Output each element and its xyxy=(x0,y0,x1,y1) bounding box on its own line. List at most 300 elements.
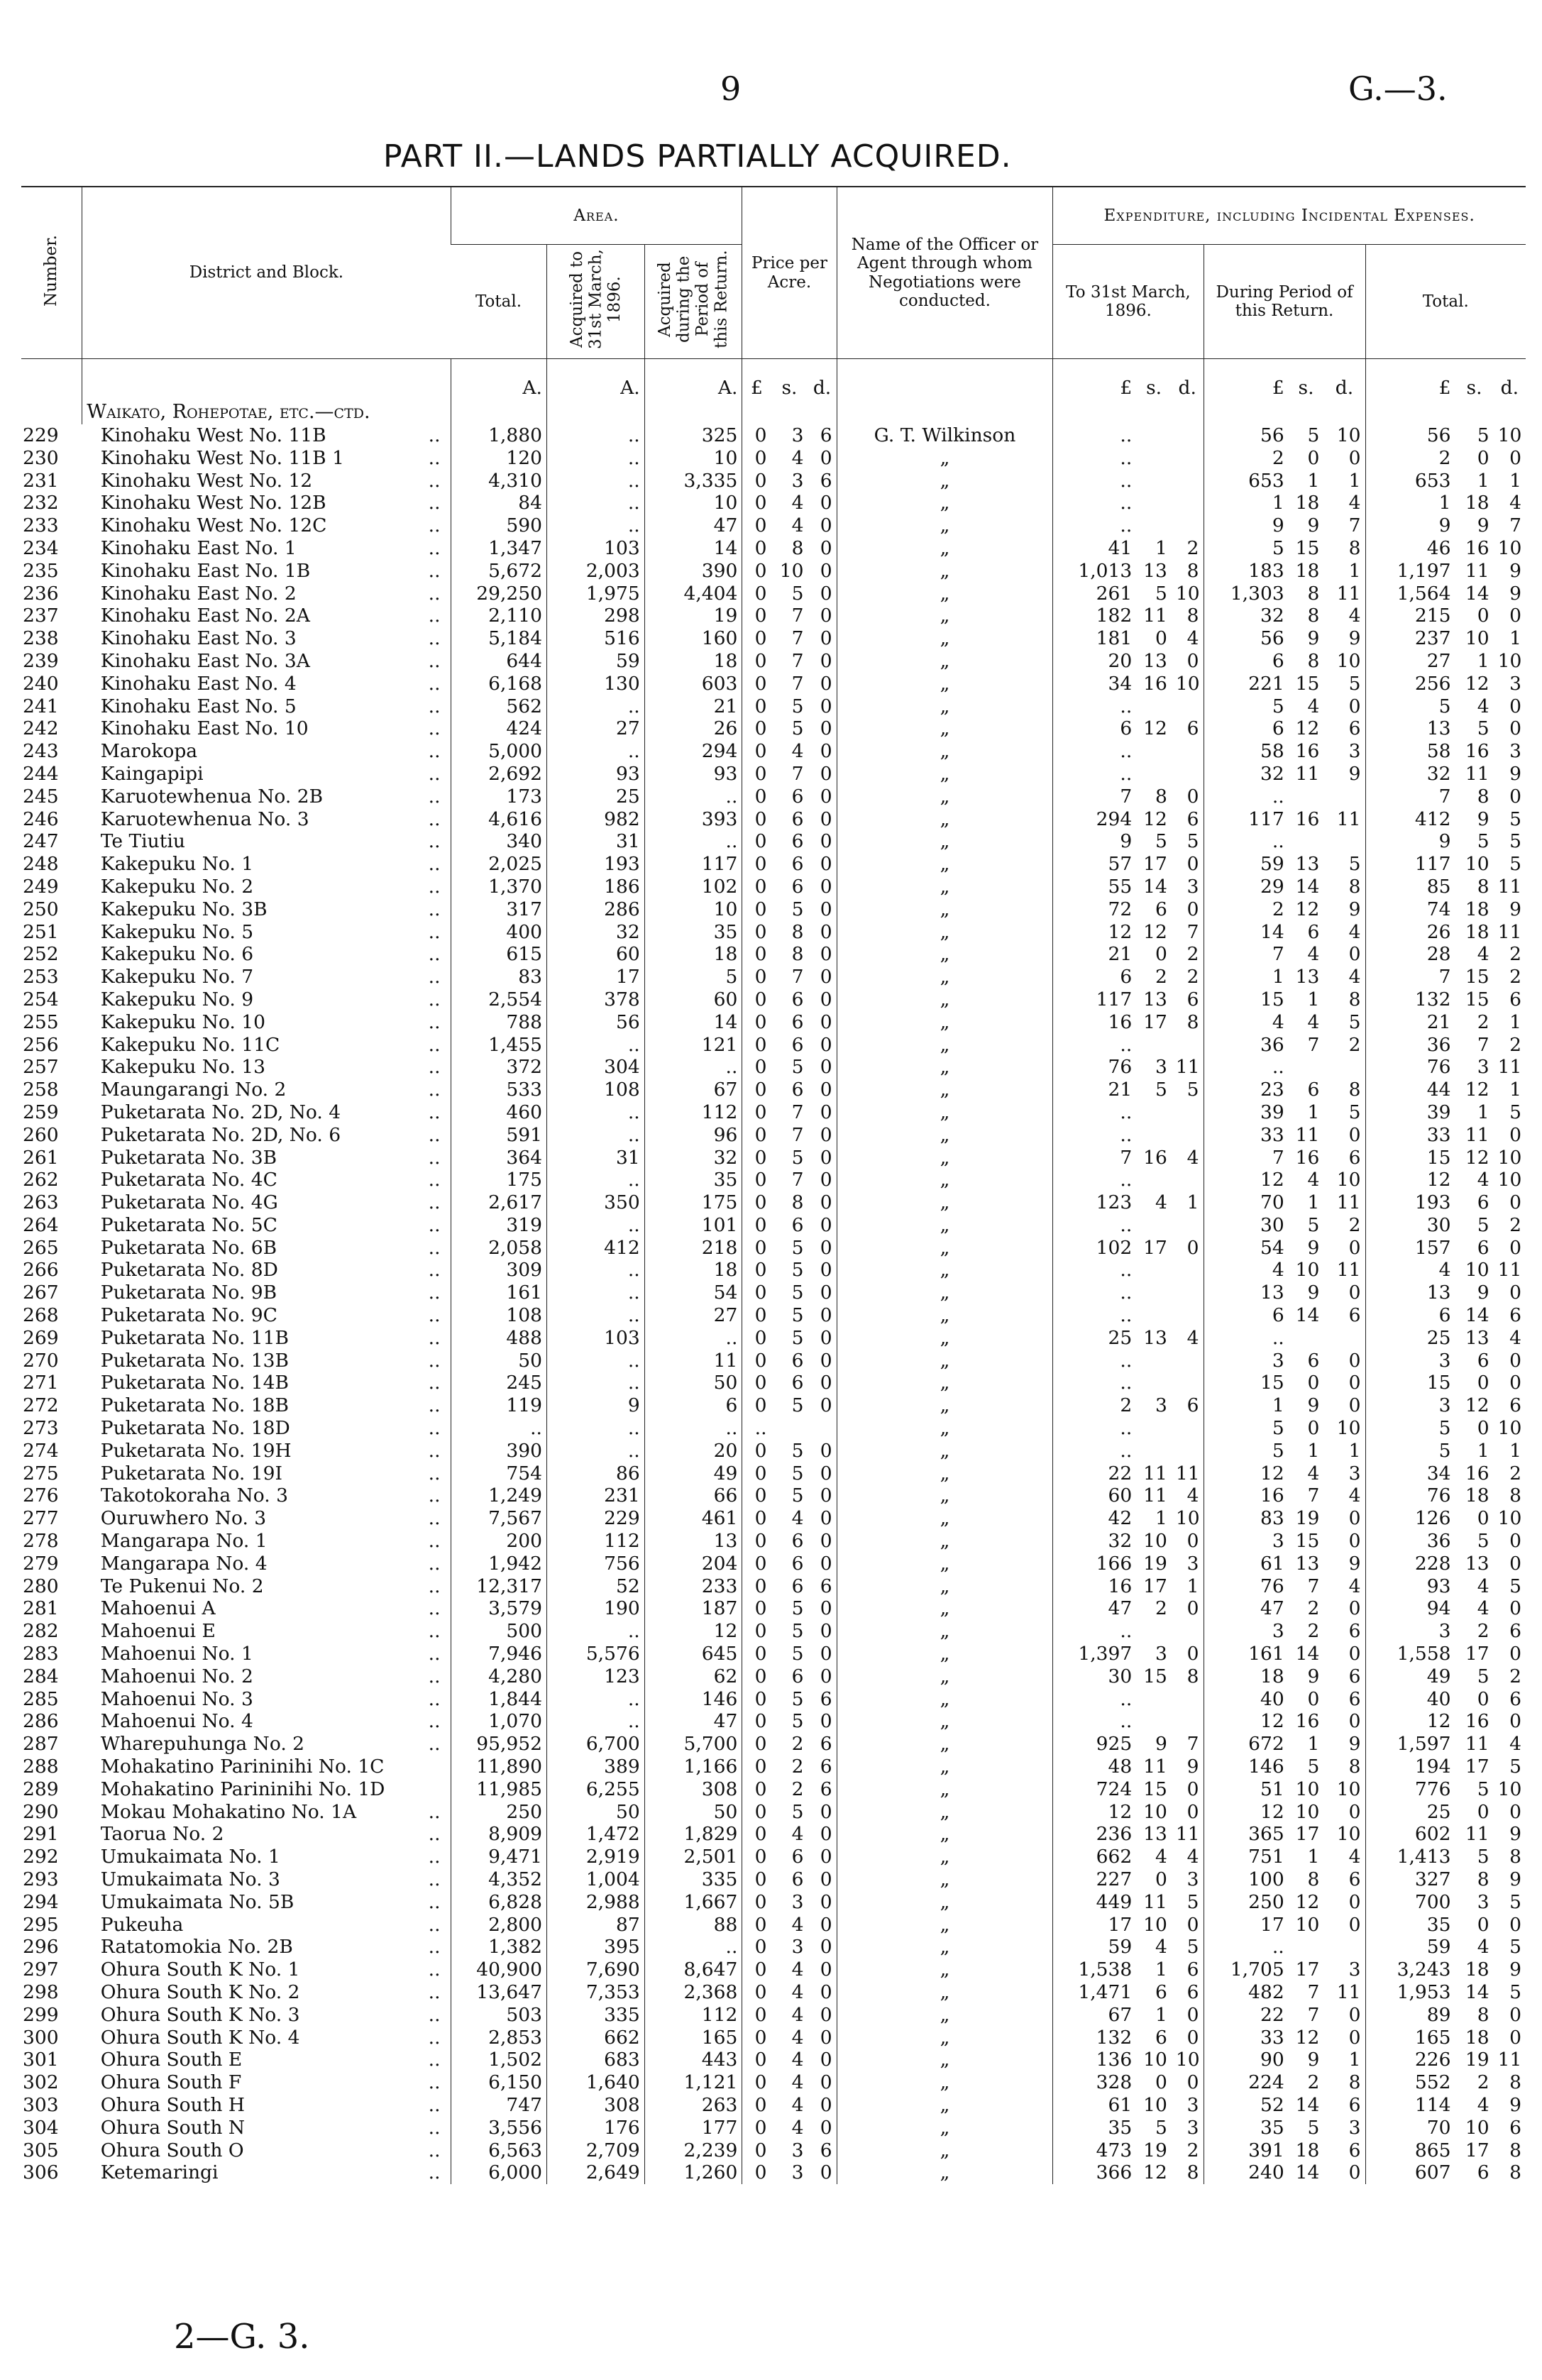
price-shillings: 6 xyxy=(791,1665,804,1687)
area-total: 2,617 xyxy=(451,1191,546,1214)
exp-1896-shillings: 6 xyxy=(1155,1980,1167,2003)
price-pounds: 0 xyxy=(742,1936,771,1958)
exp-total-pounds: 327 xyxy=(1365,1868,1455,1891)
exp-total-shillings: 16 xyxy=(1465,1710,1489,1733)
exp-total-pounds: 25 xyxy=(1365,1327,1455,1350)
exp-1896-pence xyxy=(1172,470,1204,492)
district-block xyxy=(82,1620,451,1643)
area-total: 317 xyxy=(451,898,546,921)
exp-total-pounds: 2 xyxy=(1365,447,1455,470)
price-pounds: 0 xyxy=(742,763,771,786)
exp-total-pence: 2 xyxy=(1509,1462,1521,1484)
price-pounds: 0 xyxy=(742,1530,771,1553)
exp-total-pence: 0 xyxy=(1509,1282,1521,1304)
area-acquired-1896: 17 xyxy=(546,966,644,988)
exp-total-pence: 0 xyxy=(1509,695,1521,717)
exp-1896-shillings: 6 xyxy=(1155,2026,1167,2049)
exp-1896-pence xyxy=(1172,514,1204,537)
row-number: 265 xyxy=(23,1236,59,1259)
exp-total-pounds: 3 xyxy=(1365,1350,1455,1372)
leader-dots: .. xyxy=(428,898,441,920)
exp-total-pence: 6 xyxy=(1509,988,1521,1010)
area-acquired-period: 175 xyxy=(644,1191,742,1214)
exp-period-shillings: 2 xyxy=(1307,1620,1320,1643)
exp-1896-pence: 0 xyxy=(1186,785,1199,808)
row-number: 277 xyxy=(23,1507,59,1530)
table-row xyxy=(21,1507,1526,1530)
exp-period-pounds: 12 xyxy=(1204,1169,1289,1191)
exp-period-shillings: 0 xyxy=(1307,1687,1320,1710)
price-pounds: 0 xyxy=(742,2139,771,2162)
price-pence: 0 xyxy=(820,1462,832,1484)
leader-dots: .. xyxy=(428,1958,441,1981)
district-name: Mahoenui No. 1 xyxy=(100,1643,253,1665)
area-acquired-1896: 1,472 xyxy=(546,1823,644,1846)
exp-1896-pence xyxy=(1172,447,1204,470)
district-block xyxy=(82,1778,451,1801)
exp-period-pounds: 16 xyxy=(1204,1484,1289,1507)
area-acquired-1896: 231 xyxy=(546,1484,644,1507)
district-block xyxy=(82,808,451,831)
price-pence: 0 xyxy=(820,582,832,605)
price-shillings: 3 xyxy=(791,2161,804,2184)
district-name: Puketarata No. 2D, No. 4 xyxy=(100,1101,341,1123)
area-total: 460 xyxy=(451,1101,546,1124)
price-pounds: 0 xyxy=(742,1169,771,1191)
exp-1896-shillings xyxy=(1136,1304,1172,1327)
exp-1896-pence: 0 xyxy=(1186,1643,1199,1665)
price-pence: 0 xyxy=(820,1846,832,1868)
row-number: 283 xyxy=(23,1643,59,1665)
officer-name: „ xyxy=(837,1237,1053,1260)
price-shillings: 5 xyxy=(791,1620,804,1643)
price-pounds: 0 xyxy=(742,470,771,492)
exp-period-pounds: 18 xyxy=(1204,1665,1289,1688)
exp-1896-pounds: .. xyxy=(1053,740,1136,763)
officer-name: „ xyxy=(837,627,1053,650)
exp-total-pence: 2 xyxy=(1509,1665,1521,1687)
leader-dots: .. xyxy=(428,1236,441,1259)
district-block xyxy=(82,853,451,876)
exp-period-shillings: 18 xyxy=(1295,559,1320,582)
exp-period-pounds: 56 xyxy=(1204,627,1289,650)
price-shillings: 6 xyxy=(791,1846,804,1868)
exp-1896-shillings: 17 xyxy=(1143,853,1167,876)
district-name: Mahoenui A xyxy=(100,1597,216,1620)
district-name: Maungarangi No. 2 xyxy=(100,1079,287,1101)
leader-dots: .. xyxy=(428,808,441,830)
area-acquired-period: 10 xyxy=(644,447,742,470)
exp-1896-shillings: 5 xyxy=(1155,2116,1167,2139)
district-name: Puketarata No. 11B xyxy=(100,1326,289,1349)
exp-1896-pounds: 7 xyxy=(1053,786,1136,808)
leader-dots: .. xyxy=(428,1620,441,1643)
area-total: 533 xyxy=(451,1079,546,1101)
exp-1896-pence: 0 xyxy=(1186,898,1199,920)
row-number: 261 xyxy=(23,1146,59,1169)
area-acquired-period: 160 xyxy=(644,627,742,650)
area-acquired-1896: .. xyxy=(546,1440,644,1462)
district-name: Te Pukenui No. 2 xyxy=(100,1575,264,1597)
exp-1896-pence: 3 xyxy=(1186,1552,1199,1575)
row-number: 295 xyxy=(23,1913,59,1936)
area-total: 400 xyxy=(451,921,546,944)
price-pence: 6 xyxy=(820,2139,832,2161)
leader-dots: .. xyxy=(428,2003,441,2026)
price-pounds: 0 xyxy=(742,1462,771,1485)
exp-total-pence: 2 xyxy=(1509,966,1521,988)
district-block xyxy=(82,470,451,492)
leader-dots: .. xyxy=(428,1417,441,1440)
exp-1896-pence xyxy=(1172,1440,1204,1462)
area-total: 3,556 xyxy=(451,2117,546,2139)
area-acquired-period: 18 xyxy=(644,1259,742,1282)
exp-1896-shillings xyxy=(1136,1259,1172,1282)
district-name: Kaingapipi xyxy=(100,762,204,785)
exp-total-pence: 5 xyxy=(1509,1575,1521,1597)
area-acquired-1896: 7,690 xyxy=(546,1958,644,1981)
leader-dots: .. xyxy=(428,1643,441,1665)
area-acquired-period: 47 xyxy=(644,514,742,537)
price-pence: 0 xyxy=(820,1282,832,1304)
area-total: 1,249 xyxy=(451,1484,546,1507)
leader-dots: .. xyxy=(428,1056,441,1079)
leader-dots: .. xyxy=(428,1169,441,1191)
district-name: Mahoenui E xyxy=(100,1620,216,1643)
district-name: Ohura South O xyxy=(100,2139,244,2161)
exp-1896-pounds: 366 xyxy=(1053,2161,1136,2184)
exp-total-shillings: 3 xyxy=(1477,1056,1489,1079)
exp-total-pence: 6 xyxy=(1509,1620,1521,1643)
exp-total-pounds: 9 xyxy=(1365,514,1455,537)
exp-total-pence: 5 xyxy=(1509,830,1521,853)
area-acquired-period: 50 xyxy=(644,1372,742,1394)
exp-1896-pounds: 662 xyxy=(1053,1846,1136,1868)
exp-period-pence: 9 xyxy=(1348,627,1361,650)
area-acquired-period: 146 xyxy=(644,1688,742,1711)
exp-1896-shillings: 19 xyxy=(1143,2139,1167,2161)
exp-period-pence: 10 xyxy=(1336,1778,1361,1800)
area-acquired-1896: .. xyxy=(546,1214,644,1237)
area-total: 591 xyxy=(451,1124,546,1147)
leader-dots: .. xyxy=(428,1326,441,1349)
exp-total-pence: 9 xyxy=(1509,1868,1521,1890)
exp-total-shillings: 10 xyxy=(1465,1259,1489,1282)
row-number: 292 xyxy=(23,1846,59,1868)
exp-total-pence: 0 xyxy=(1509,1643,1521,1665)
exp-total-shillings: 14 xyxy=(1465,1304,1489,1327)
area-acquired-1896: 31 xyxy=(546,830,644,853)
area-acquired-period: 1,166 xyxy=(644,1756,742,1778)
district-name: Kinohaku West No. 12 xyxy=(100,469,313,492)
district-block xyxy=(82,1733,451,1756)
area-total: 2,554 xyxy=(451,988,546,1011)
exp-period-pence xyxy=(1323,1936,1365,1958)
district-block xyxy=(82,2139,451,2162)
area-acquired-period: 60 xyxy=(644,988,742,1011)
exp-period-pounds: 30 xyxy=(1204,1214,1289,1237)
officer-name: „ xyxy=(837,2161,1053,2184)
exp-period-pence: 0 xyxy=(1348,1913,1361,1936)
exp-total-pounds: 9 xyxy=(1365,830,1455,853)
exp-1896-pounds: 724 xyxy=(1053,1778,1136,1801)
exp-period-pence: 5 xyxy=(1348,1010,1361,1033)
area-acquired-1896: 56 xyxy=(546,1011,644,1034)
exp-1896-pence: 8 xyxy=(1186,1665,1199,1687)
exp-1896-pounds: .. xyxy=(1053,1259,1136,1282)
district-block xyxy=(82,1304,451,1327)
exp-total-shillings: 5 xyxy=(1477,1530,1489,1553)
price-pounds: 0 xyxy=(742,2117,771,2139)
leader-dots: .. xyxy=(428,717,441,740)
district-name: Wharepuhunga No. 2 xyxy=(100,1733,305,1756)
exp-total-pence: 8 xyxy=(1509,2161,1521,2184)
area-acquired-period: 5 xyxy=(644,966,742,988)
table-row xyxy=(21,1868,1526,1891)
exp-period-shillings: 8 xyxy=(1307,1868,1320,1890)
price-pence: 0 xyxy=(820,2049,832,2071)
price-shillings: 2 xyxy=(791,1733,804,1756)
exp-1896-header: To 31st March, 1896. xyxy=(1053,245,1204,359)
row-number: 249 xyxy=(23,875,59,898)
exp-total-shillings: 5 xyxy=(1477,1665,1489,1687)
exp-total-shillings: 11 xyxy=(1465,1123,1489,1146)
price-shillings: 5 xyxy=(791,1259,804,1282)
district-block xyxy=(82,605,451,627)
table-row xyxy=(21,1914,1526,1936)
area-acquired-period: 177 xyxy=(644,2117,742,2139)
area-total: 161 xyxy=(451,1282,546,1304)
officer-name: „ xyxy=(837,583,1053,605)
row-number: 290 xyxy=(23,1800,59,1823)
exp-total-pounds: 12 xyxy=(1365,1169,1455,1191)
leader-dots: .. xyxy=(428,672,441,695)
table-row xyxy=(21,650,1526,673)
exp-1896-pounds: 181 xyxy=(1053,627,1136,650)
exp-total-pounds: 228 xyxy=(1365,1553,1455,1575)
exp-total-pounds: 12 xyxy=(1365,1710,1455,1733)
exp-1896-pounds: .. xyxy=(1053,470,1136,492)
exp-total-pence: 5 xyxy=(1509,1890,1521,1913)
unit-label: £ xyxy=(742,359,771,400)
area-total: 173 xyxy=(451,786,546,808)
exp-1896-pence xyxy=(1172,1372,1204,1394)
price-shillings: 4 xyxy=(791,2026,804,2049)
price-shillings: 5 xyxy=(791,582,804,605)
district-block xyxy=(82,1553,451,1575)
exp-1896-pounds: 59 xyxy=(1053,1936,1136,1958)
exp-1896-shillings xyxy=(1136,1417,1172,1440)
row-number: 231 xyxy=(23,469,59,492)
price-pounds: 0 xyxy=(742,2071,771,2094)
exp-total-pounds: 552 xyxy=(1365,2071,1455,2094)
exp-1896-pence: 0 xyxy=(1186,1778,1199,1800)
exp-total-pence: 7 xyxy=(1509,514,1521,537)
exp-period-shillings: 8 xyxy=(1307,605,1320,627)
exp-total-shillings: 18 xyxy=(1465,920,1489,943)
exp-period-shillings: 11 xyxy=(1295,1123,1320,1146)
exp-total-pounds: 85 xyxy=(1365,876,1455,898)
exp-period-shillings: 12 xyxy=(1295,1890,1320,1913)
district-block xyxy=(82,1327,451,1350)
officer-name: „ xyxy=(837,1620,1053,1643)
leader-dots: .. xyxy=(428,1259,441,1282)
table-row xyxy=(21,605,1526,627)
row-number: 270 xyxy=(23,1349,59,1372)
price-shillings: 6 xyxy=(791,785,804,808)
row-number: 287 xyxy=(23,1733,59,1756)
exp-total-pence: 4 xyxy=(1509,1733,1521,1756)
district-name: Kinohaku West No. 12B xyxy=(100,492,326,514)
district-block xyxy=(82,1846,451,1868)
exp-total-pence: 5 xyxy=(1509,1936,1521,1958)
area-total: 4,310 xyxy=(451,470,546,492)
price-pounds: 0 xyxy=(742,1620,771,1643)
exp-period-pence: 0 xyxy=(1348,446,1361,469)
exp-period-pence: 11 xyxy=(1336,808,1361,830)
exp-total-pence: 5 xyxy=(1509,1756,1521,1778)
exp-1896-shillings: 1 xyxy=(1155,1958,1167,1981)
row-number: 234 xyxy=(23,536,59,559)
area-acquired-1896: 31 xyxy=(546,1147,644,1169)
exp-period-pounds: 1,303 xyxy=(1204,583,1289,605)
price-pence: 0 xyxy=(820,988,832,1010)
exp-1896-pounds: 117 xyxy=(1053,988,1136,1011)
leader-dots: .. xyxy=(428,1665,441,1687)
district-name: Kakepuku No. 9 xyxy=(100,988,254,1010)
price-shillings: 5 xyxy=(791,1394,804,1417)
exp-total-shillings: 0 xyxy=(1477,605,1489,627)
exp-total-pence: 0 xyxy=(1509,1800,1521,1823)
exp-period-pounds: .. xyxy=(1204,786,1289,808)
exp-period-pence: 10 xyxy=(1336,649,1361,672)
area-total: 372 xyxy=(451,1056,546,1079)
area-acquired-period: 26 xyxy=(644,717,742,740)
district-name: Kinohaku East No. 3 xyxy=(100,627,297,650)
row-number: 229 xyxy=(23,424,59,446)
area-acquired-period: .. xyxy=(644,1936,742,1958)
officer-name: „ xyxy=(837,808,1053,831)
exp-1896-pounds: 61 xyxy=(1053,2094,1136,2117)
exp-total-shillings: 4 xyxy=(1477,943,1489,966)
exp-period-shillings: 9 xyxy=(1307,627,1320,650)
exp-period-pence: 1 xyxy=(1348,1439,1361,1462)
officer-name: „ xyxy=(837,1214,1053,1237)
table-row xyxy=(21,2071,1526,2094)
exp-period-pence: 0 xyxy=(1348,1643,1361,1665)
exp-period-pounds: .. xyxy=(1204,1936,1289,1958)
exp-total-pounds: 30 xyxy=(1365,1214,1455,1237)
price-pence: 0 xyxy=(820,1980,832,2003)
area-acquired-1896: 176 xyxy=(546,2117,644,2139)
exp-total-shillings: 7 xyxy=(1477,1033,1489,1056)
table-row xyxy=(21,1553,1526,1575)
leader-dots: .. xyxy=(428,536,441,559)
leader-dots: .. xyxy=(428,1575,441,1597)
exp-total-shillings: 15 xyxy=(1465,966,1489,988)
area-total: 50 xyxy=(451,1350,546,1372)
area-acquired-period: 93 xyxy=(644,763,742,786)
exp-total-pence: 9 xyxy=(1509,2093,1521,2116)
exp-1896-pounds: .. xyxy=(1053,492,1136,514)
exp-total-pounds: 1,558 xyxy=(1365,1643,1455,1665)
leader-dots: .. xyxy=(428,2071,441,2094)
officer-name: „ xyxy=(837,1372,1053,1394)
exp-period-shillings: 0 xyxy=(1307,446,1320,469)
exp-1896-pence: 0 xyxy=(1186,1530,1199,1553)
price-pounds: 0 xyxy=(742,424,771,447)
area-acquired-1896: 6,255 xyxy=(546,1778,644,1801)
table-row xyxy=(21,763,1526,786)
price-pence: 0 xyxy=(820,627,832,650)
price-shillings: 5 xyxy=(791,1282,804,1304)
row-number: 250 xyxy=(23,898,59,920)
district-name: Ohura South H xyxy=(100,2093,245,2116)
row-number: 300 xyxy=(23,2026,59,2049)
exp-period-pounds: 70 xyxy=(1204,1191,1289,1214)
exp-1896-pounds: 67 xyxy=(1053,2004,1136,2027)
exp-total-shillings: 2 xyxy=(1477,2071,1489,2094)
exp-total-pounds: 46 xyxy=(1365,537,1455,560)
row-number: 298 xyxy=(23,1980,59,2003)
area-acquired-period: 32 xyxy=(644,1147,742,1169)
unit-label: A. xyxy=(644,359,742,400)
exp-total-pounds: 117 xyxy=(1365,853,1455,876)
price-pence: 0 xyxy=(820,1372,832,1394)
exp-1896-pence xyxy=(1172,1034,1204,1057)
area-total: 1,382 xyxy=(451,1936,546,1958)
district-name: Puketarata No. 19I xyxy=(100,1462,282,1484)
area-total: 84 xyxy=(451,492,546,514)
price-shillings: 4 xyxy=(791,2116,804,2139)
district-name: Ohura South E xyxy=(100,2049,243,2071)
district-name: Umukaimata No. 1 xyxy=(100,1846,280,1868)
district-block xyxy=(82,2027,451,2049)
exp-1896-pounds: 236 xyxy=(1053,1823,1136,1846)
row-number: 253 xyxy=(23,966,59,988)
district-name: Puketarata No. 14B xyxy=(100,1372,289,1394)
area-acquired-period: 67 xyxy=(644,1079,742,1101)
district-name: Taorua No. 2 xyxy=(100,1823,224,1846)
area-acquired-period: .. xyxy=(644,1327,742,1350)
officer-name: „ xyxy=(837,1169,1053,1191)
row-number: 285 xyxy=(23,1687,59,1710)
exp-1896-shillings: 13 xyxy=(1143,1326,1167,1349)
area-acquired-1896: .. xyxy=(546,514,644,537)
exp-total-pence: 5 xyxy=(1509,1980,1521,2003)
area-acquired-1896: 683 xyxy=(546,2049,644,2071)
leader-dots: .. xyxy=(428,1552,441,1575)
district-block xyxy=(82,1891,451,1914)
area-total: .. xyxy=(451,1417,546,1440)
price-shillings: 7 xyxy=(791,966,804,988)
price-pounds: 0 xyxy=(742,673,771,695)
officer-name: „ xyxy=(837,1575,1053,1598)
exp-total-pence: 10 xyxy=(1497,1507,1522,1530)
price-pounds: 0 xyxy=(742,2027,771,2049)
exp-1896-pounds: 1,397 xyxy=(1053,1643,1136,1665)
area-acquired-period: 218 xyxy=(644,1237,742,1260)
exp-1896-pounds: .. xyxy=(1053,1350,1136,1372)
price-shillings: 5 xyxy=(791,1439,804,1462)
exp-total-pence: 11 xyxy=(1497,875,1522,898)
exp-period-pence: 1 xyxy=(1348,559,1361,582)
district-block xyxy=(82,2004,451,2027)
exp-total-shillings: 5 xyxy=(1477,830,1489,853)
exp-period-pounds: 672 xyxy=(1204,1733,1289,1756)
area-acquired-period: 102 xyxy=(644,876,742,898)
row-number: 273 xyxy=(23,1417,59,1440)
